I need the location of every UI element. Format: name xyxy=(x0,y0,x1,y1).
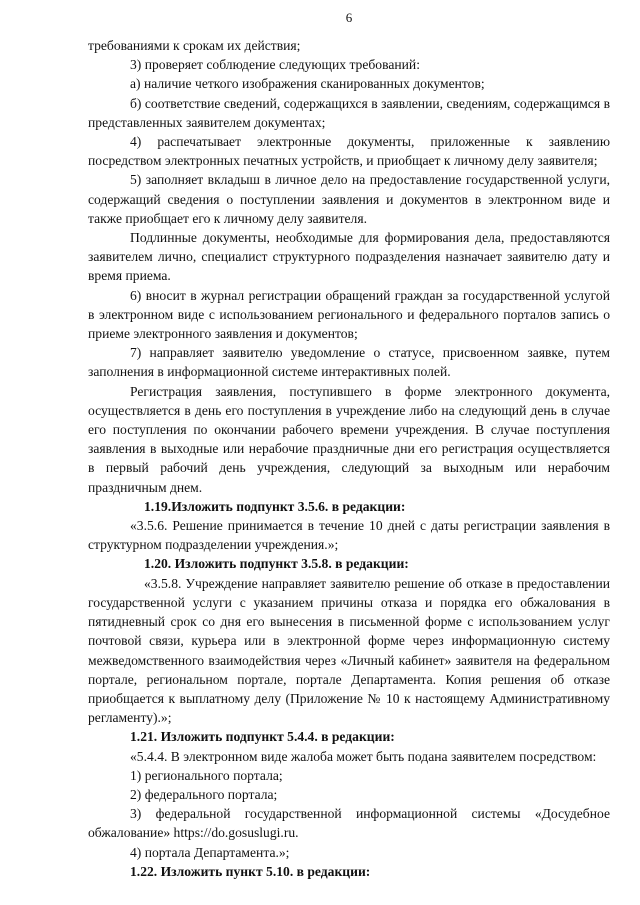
paragraph: 3) проверяет соблюдение следующих требований: xyxy=(130,57,420,73)
section-heading: 1.20. Изложить подпункт 3.5.8. в редакции: xyxy=(144,556,409,572)
paragraph: 5) заполняет вкладыш в личное дело на предоставление государственной услуги, содержащий сведения о поступлении заявления и документов в электронном виде и также приобщает его к личному делу заявителя. xyxy=(88,172,610,226)
paragraph: 4) распечатывает электронные документы, приложенные к заявлению посредством электронных печатных устройств, и приобщает к личному делу заявителя; xyxy=(88,134,610,169)
paragraph: требованиями к срокам их действия; xyxy=(88,38,301,53)
paragraph: 4) портала Департамента.»; xyxy=(130,844,290,860)
paragraph: «5.4.4. В электронном виде жалоба может быть подана заявителем посредством: xyxy=(130,748,597,764)
paragraph: 2) федерального портала; xyxy=(130,786,278,802)
paragraph: 7) направляет заявителю уведомление о статусе, присвоенном заявке, путем заполнения в информационной системе интерактивных полей. xyxy=(88,345,610,380)
page-number: 6 xyxy=(345,10,353,25)
paragraph: Подлинные документы, необходимые для формирования дела, предоставляются заявителем лично, специалист структурного подразделения назначает заявителю дату и время приема. xyxy=(88,230,610,284)
section-heading: 1.19.Изложить подпункт 3.5.6. в редакции: xyxy=(144,498,406,514)
paragraph: а) наличие четкого изображения сканированных документов; xyxy=(130,76,485,92)
paragraph: 6) вносит в журнал регистрации обращений граждан за государственной услугой в электронном виде с использованием регионального и федерального порталов запись о приеме электронного заявления и документов; xyxy=(88,287,610,342)
paragraph: «3.5.8. Учреждение направляет заявителю решение об отказе в предоставлении государственной услуги с указанием причины отказа и порядка его обжалования в пятидневный срок со дня его вынесения в письменной форме с использованием услуг почтовой связи, курьера или в электронной форме через информационную систему межведомственного взаимодействия через «Личный кабинет» заявителя на федеральном портале, региональном портале, портале Департамента. Копия решения об отказе приобщается к выплатному делу (Приложение № 10 к настоящему Административному регламенту).»; xyxy=(88,575,610,726)
section-heading: 1.21. Изложить подпункт 5.4.4. в редакции: xyxy=(130,729,395,745)
paragraph: «3.5.6. Решение принимается в течение 10 дней с даты регистрации заявления в структурном подразделении учреждения.»; xyxy=(88,518,610,553)
paragraph: 3) федеральной государственной информационной системы «Досудебное обжалование» https://do.gosuslugi.ru. xyxy=(88,806,610,841)
document-body xyxy=(88,36,610,881)
paragraph: б) соответствие сведений, содержащихся в заявлении, сведениям, содержащимся в представленных заявителем документах; xyxy=(88,95,610,130)
paragraph: Регистрация заявления, поступившего в форме электронного документа, осуществляется в день его поступления в учреждение либо на следующий день в случае его поступления по окончании рабочего времени учреждения. В случае поступления заявления в выходные или нерабочие праздничные дни его регистрация осуществляется в первый рабочий день учреждения, следующий за выходным или нерабочим праздничным днем. xyxy=(88,383,610,495)
section-heading: 1.22. Изложить пункт 5.10. в редакции: xyxy=(130,863,371,879)
paragraph: 1) регионального портала; xyxy=(130,767,283,783)
